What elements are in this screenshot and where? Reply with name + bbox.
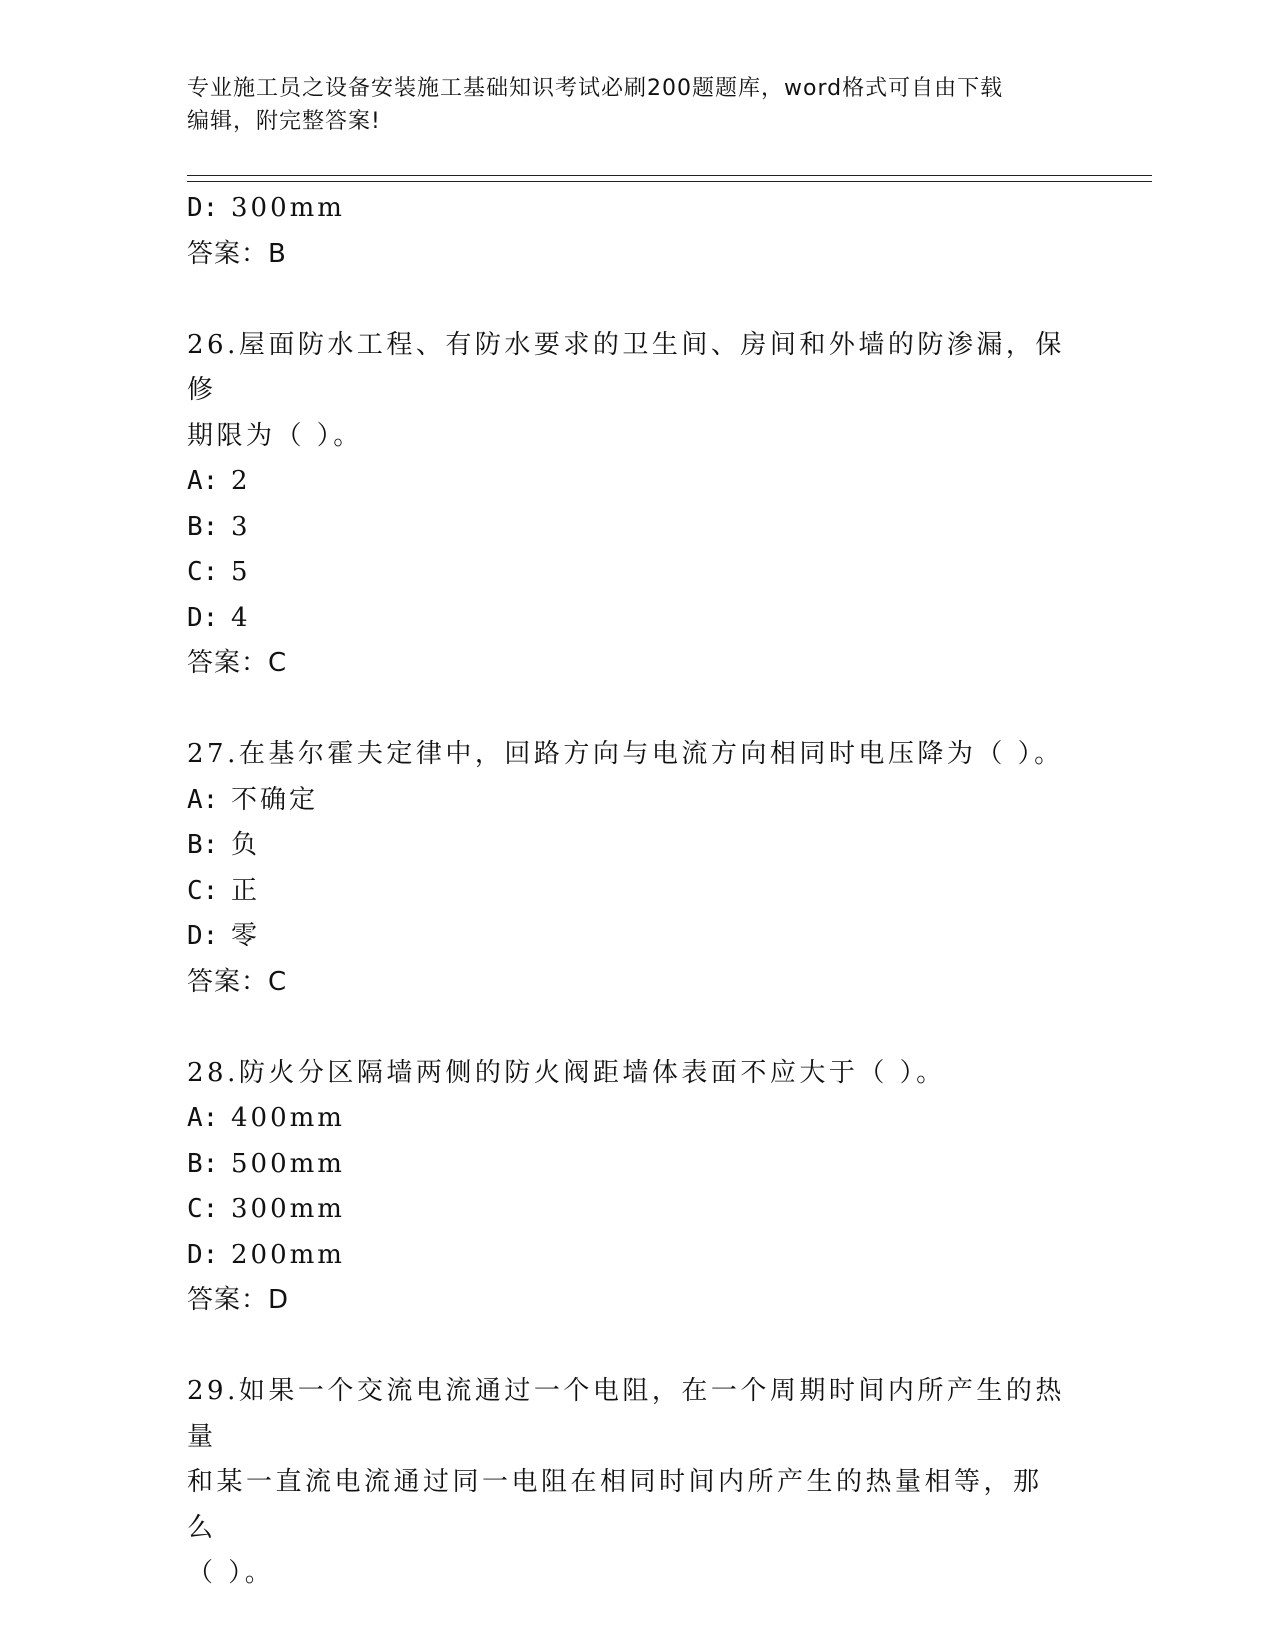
spacer xyxy=(187,277,1087,323)
option-d xyxy=(187,186,1087,232)
question-stem-line: 期限为（ ）。 xyxy=(187,420,363,451)
option-d xyxy=(187,914,1087,960)
question-stem xyxy=(187,323,1067,460)
question-stem-line: 27.在基尔霍夫定律中，回路方向与电流方向相同时电压降为（ ）。 xyxy=(187,739,1064,769)
question-stem-line: 28.防火分区隔墙两侧的防火阀距墙体表面不应大于（ ）。 xyxy=(187,1057,946,1088)
question-stem xyxy=(187,1051,1067,1097)
spacer xyxy=(187,1324,1087,1370)
question-stem xyxy=(187,1369,1067,1597)
answer-line: 答案：C xyxy=(187,966,288,997)
question-stem-line: 和某一直流电流通过同一电阻在相同时间内所产生的热量相等，那么 xyxy=(187,1467,1043,1543)
option-b xyxy=(187,823,1087,869)
option-key: B: xyxy=(187,1148,219,1179)
answer-line: 答案：B xyxy=(187,238,287,269)
option-c xyxy=(187,550,1087,596)
option-key: B: xyxy=(187,511,219,542)
option-d xyxy=(187,1233,1087,1279)
option-text: 300mm xyxy=(231,193,345,223)
header-rule-bottom xyxy=(187,181,1152,182)
option-text: 零 xyxy=(231,921,261,951)
question-stem-line: 29.如果一个交流电流通过一个电阻，在一个周期时间内所产生的热量 xyxy=(187,1376,1065,1452)
option-key: D: xyxy=(187,193,219,223)
question-stem xyxy=(187,732,1067,778)
option-a xyxy=(187,1096,1087,1142)
spacer xyxy=(187,1005,1087,1051)
header-title-line-2: 编辑，附完整答案! xyxy=(187,109,381,134)
option-key: D: xyxy=(187,1239,219,1270)
header-title-line-1: 专业施工员之设备安装施工基础知识考试必刷200题题库，word格式可自由下载 xyxy=(187,76,1004,101)
option-key: D: xyxy=(187,921,219,951)
option-a xyxy=(187,778,1087,824)
answer-line: 答案：C xyxy=(187,648,288,678)
option-text: 3 xyxy=(231,511,251,542)
spacer xyxy=(187,687,1087,733)
option-text: 4 xyxy=(231,602,251,633)
option-text: 400mm xyxy=(231,1103,345,1133)
option-key: B: xyxy=(187,830,219,860)
option-text: 2 xyxy=(231,466,251,496)
question-list xyxy=(187,186,1087,1597)
option-key: A: xyxy=(187,784,219,815)
option-c xyxy=(187,1187,1087,1233)
option-key: C: xyxy=(187,557,219,587)
option-text: 500mm xyxy=(231,1148,345,1179)
option-text: 不确定 xyxy=(231,784,319,815)
option-c xyxy=(187,869,1087,915)
option-text: 5 xyxy=(231,557,251,587)
page-header xyxy=(187,72,1087,138)
option-d xyxy=(187,596,1087,642)
header-rule-top xyxy=(187,175,1152,176)
option-key: D: xyxy=(187,602,219,633)
option-key: A: xyxy=(187,466,219,496)
option-key: A: xyxy=(187,1103,219,1133)
option-a xyxy=(187,459,1087,505)
question-stem-line: （ ）。 xyxy=(187,1558,275,1588)
option-text: 200mm xyxy=(231,1239,345,1270)
option-b xyxy=(187,505,1087,551)
option-b xyxy=(187,1142,1087,1188)
option-text: 负 xyxy=(231,830,261,860)
option-key: C: xyxy=(187,1194,219,1224)
option-text: 300mm xyxy=(231,1194,345,1224)
option-key: C: xyxy=(187,875,219,906)
question-stem-line: 26.屋面防水工程、有防水要求的卫生间、房间和外墙的防渗漏，保修 xyxy=(187,329,1065,405)
answer-line: 答案：D xyxy=(187,1285,290,1315)
option-text: 正 xyxy=(231,875,261,906)
